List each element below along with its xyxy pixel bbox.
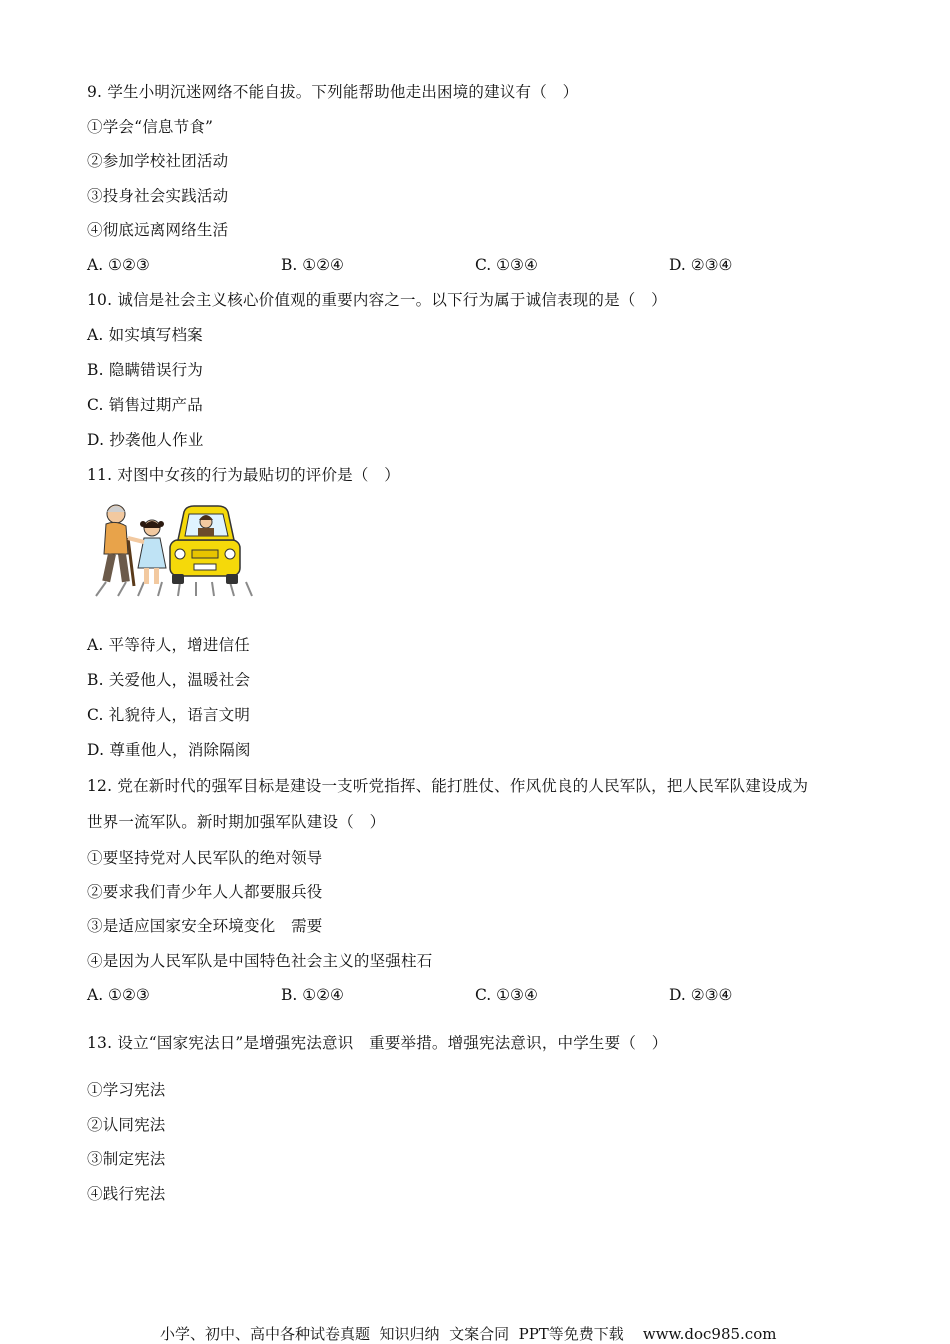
q13-item-2: ②认同宪法 — [87, 1116, 166, 1134]
q12-option-a: A. ①②③ — [87, 986, 150, 1004]
crosswalk-scene-image — [88, 498, 258, 602]
q9-stem: 9. 学生小明沉迷网络不能自拔。下列能帮助他走出困境的建议有（ ） — [87, 83, 579, 101]
q10-option-b: B. 隐瞒错误行为 — [87, 361, 204, 379]
q9-item-3: ③投身社会实践活动 — [87, 187, 229, 205]
q13-item-4: ④践行宪法 — [87, 1185, 166, 1203]
q13-item-3: ③制定宪法 — [87, 1150, 166, 1168]
q11-option-d: D. 尊重他人，消除隔阂 — [87, 741, 251, 759]
q11-option-a: A. 平等待人，增进信任 — [87, 636, 250, 654]
q12-stem-line-1: 12. 党在新时代的强军目标是建设一支听党指挥、能打胜仗、作风优良的人民军队，把人民军队建设成为 — [87, 777, 809, 795]
q9-option-a: A. ①②③ — [87, 256, 150, 274]
q11-stem: 11. 对图中女孩的行为最贴切的评价是（ ） — [87, 466, 400, 484]
q10-option-c: C. 销售过期产品 — [87, 396, 203, 414]
q9-option-d: D. ②③④ — [669, 256, 733, 274]
q13-stem: 13. 设立“国家宪法日”是增强宪法意识 重要举措。增强宪法意识，中学生要（ ） — [87, 1034, 668, 1052]
q12-item-1: ①要坚持党对人民军队的绝对领导 — [87, 849, 323, 867]
q11-option-c: C. 礼貌待人，语言文明 — [87, 706, 251, 724]
q10-option-d: D. 抄袭他人作业 — [87, 431, 204, 449]
q9-option-b: B. ①②④ — [281, 256, 344, 274]
q12-option-b: B. ①②④ — [281, 986, 344, 1004]
q12-option-c: C. ①③④ — [475, 986, 538, 1004]
q9-item-4: ④彻底远离网络生活 — [87, 221, 229, 239]
page-footer: 小学、初中、高中各种试卷真题 知识归纳 文案合同 PPT等免费下载 www.doc985.com — [160, 1325, 777, 1343]
q12-item-3: ③是适应国家安全环境变化 需要 — [87, 917, 323, 935]
q13-item-1: ①学习宪法 — [87, 1081, 166, 1099]
q12-item-4: ④是因为人民军队是中国特色社会主义的坚强柱石 — [87, 952, 433, 970]
q9-item-1: ①学会“信息节食” — [87, 118, 214, 136]
q9-item-2: ②参加学校社团活动 — [87, 152, 229, 170]
q10-option-a: A. 如实填写档案 — [87, 326, 203, 344]
q11-option-b: B. 关爱他人，温暖社会 — [87, 671, 251, 689]
q12-item-2: ②要求我们青少年人人都要服兵役 — [87, 883, 323, 901]
q12-stem-line-2: 世界一流军队。新时期加强军队建设（ ） — [87, 813, 386, 831]
q12-option-d: D. ②③④ — [669, 986, 733, 1004]
q10-stem: 10. 诚信是社会主义核心价值观的重要内容之一。以下行为属于诚信表现的是（ ） — [87, 291, 667, 309]
q9-option-c: C. ①③④ — [475, 256, 538, 274]
q11-illustration — [88, 498, 258, 602]
